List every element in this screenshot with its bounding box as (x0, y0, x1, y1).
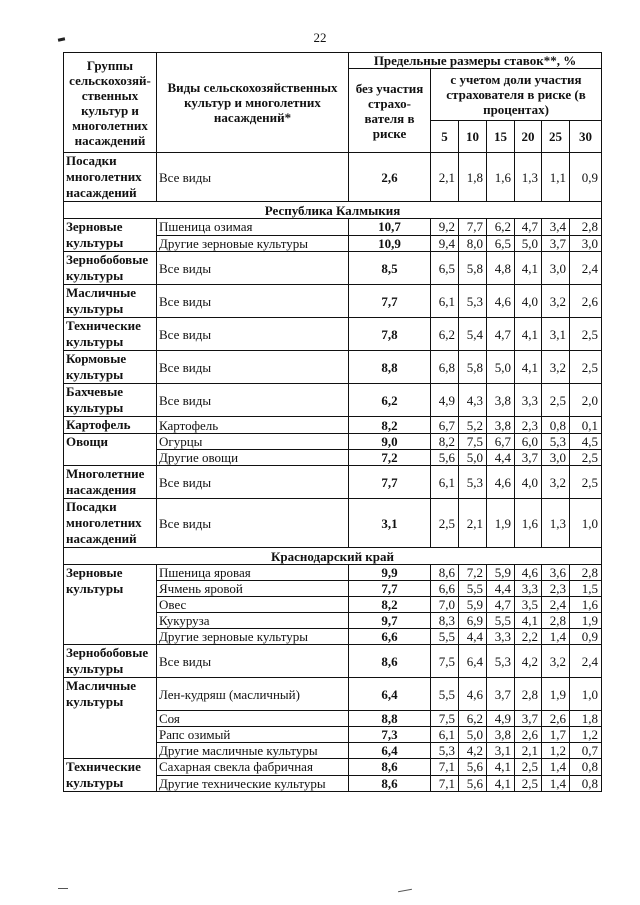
rate-value-cell: 5,3 (431, 743, 459, 759)
rate-value-cell: 6,2 (431, 318, 459, 351)
rate-value-cell: 6,4 (459, 645, 487, 678)
crop-kind-cell: Другие овощи (157, 450, 349, 466)
rate-value-cell: 4,4 (459, 629, 487, 645)
base-rate-cell: 7,3 (349, 727, 431, 743)
base-rate-cell: 8,8 (349, 711, 431, 727)
rate-value-cell: 5,8 (459, 252, 487, 285)
rate-value-cell: 4,1 (515, 252, 542, 285)
rate-value-cell: 2,5 (570, 450, 602, 466)
rate-value-cell: 5,6 (459, 775, 487, 792)
rate-value-cell: 4,4 (487, 450, 515, 466)
rate-value-cell: 7,5 (431, 645, 459, 678)
rate-value-cell: 7,2 (459, 565, 487, 581)
rate-value-cell: 1,6 (487, 153, 515, 202)
base-rate-cell: 10,7 (349, 219, 431, 236)
group-cell: Масличные культуры (64, 285, 157, 318)
rate-value-cell: 3,1 (542, 318, 570, 351)
rate-value-cell: 2,4 (570, 252, 602, 285)
rate-value-cell: 7,1 (431, 759, 459, 776)
base-rate-cell: 8,8 (349, 351, 431, 384)
base-rate-cell: 2,6 (349, 153, 431, 202)
rate-value-cell: 6,1 (431, 727, 459, 743)
group-cell: Технические культуры (64, 759, 157, 792)
base-rate-cell: 9,9 (349, 565, 431, 581)
table-row (64, 759, 602, 776)
crop-kind-cell: Все виды (157, 318, 349, 351)
table-row (64, 499, 602, 548)
table-row (64, 645, 602, 678)
crop-kind-cell: Соя (157, 711, 349, 727)
rate-value-cell: 1,0 (570, 499, 602, 548)
rate-value-cell: 1,4 (542, 629, 570, 645)
header-pct: 25 (542, 121, 570, 153)
rate-value-cell: 2,5 (515, 775, 542, 792)
rate-value-cell: 1,0 (570, 678, 602, 711)
crop-kind-cell: Все виды (157, 351, 349, 384)
rate-value-cell: 3,2 (542, 645, 570, 678)
rate-value-cell: 0,1 (570, 417, 602, 434)
group-cell: Посадки многолетних насаждений (64, 499, 157, 548)
rate-value-cell: 1,9 (542, 678, 570, 711)
base-rate-cell: 7,7 (349, 466, 431, 499)
rate-value-cell: 8,0 (459, 235, 487, 252)
rate-value-cell: 3,5 (515, 597, 542, 613)
rate-value-cell: 6,2 (459, 711, 487, 727)
base-rate-cell: 6,6 (349, 629, 431, 645)
rate-value-cell: 3,6 (542, 565, 570, 581)
rate-value-cell: 1,9 (570, 613, 602, 629)
rate-value-cell: 5,6 (431, 450, 459, 466)
rate-value-cell: 2,6 (515, 727, 542, 743)
base-rate-cell: 7,2 (349, 450, 431, 466)
crop-kind-cell: Все виды (157, 384, 349, 417)
rate-value-cell: 6,1 (431, 466, 459, 499)
crop-kind-cell: Другие технические культуры (157, 775, 349, 792)
rate-value-cell: 1,3 (515, 153, 542, 202)
header-pct: 10 (459, 121, 487, 153)
rate-value-cell: 3,3 (487, 629, 515, 645)
group-cell: Зернобобовые культуры (64, 252, 157, 285)
header-group: Группы сельскохозяй-ственных культур и многолетних насаждений (64, 53, 157, 153)
rate-value-cell: 4,7 (487, 597, 515, 613)
rate-value-cell: 4,2 (515, 645, 542, 678)
rate-value-cell: 7,5 (431, 711, 459, 727)
rate-value-cell: 2,1 (459, 499, 487, 548)
table-row (64, 417, 602, 434)
header-with-participation: с учетом доли участия страхователя в риске (в процентах) (431, 69, 602, 121)
base-rate-cell: 6,2 (349, 384, 431, 417)
region-row (64, 548, 602, 565)
rate-value-cell: 4,7 (487, 318, 515, 351)
group-cell: Зернобобовые культуры (64, 645, 157, 678)
rate-value-cell: 4,9 (431, 384, 459, 417)
table-row (64, 384, 602, 417)
rate-value-cell: 2,3 (542, 581, 570, 597)
rate-value-cell: 3,7 (515, 450, 542, 466)
rate-value-cell: 4,6 (487, 466, 515, 499)
rate-value-cell: 2,5 (515, 759, 542, 776)
table-row (64, 285, 602, 318)
crop-kind-cell: Пшеница озимая (157, 219, 349, 236)
rate-value-cell: 6,0 (515, 434, 542, 450)
base-rate-cell: 8,2 (349, 417, 431, 434)
rate-value-cell: 3,7 (487, 678, 515, 711)
rate-value-cell: 5,4 (459, 318, 487, 351)
rate-value-cell: 0,8 (542, 417, 570, 434)
rate-value-cell: 1,7 (542, 727, 570, 743)
base-rate-cell: 10,9 (349, 235, 431, 252)
rate-value-cell: 1,4 (542, 775, 570, 792)
crop-kind-cell: Другие зерновые культуры (157, 235, 349, 252)
rate-value-cell: 7,0 (431, 597, 459, 613)
rate-value-cell: 6,8 (431, 351, 459, 384)
rate-value-cell: 0,7 (570, 743, 602, 759)
crop-kind-cell: Все виды (157, 285, 349, 318)
rate-value-cell: 2,6 (542, 711, 570, 727)
rate-value-cell: 8,6 (431, 565, 459, 581)
rate-value-cell: 6,7 (487, 434, 515, 450)
scan-mark (58, 888, 68, 889)
crop-kind-cell: Все виды (157, 645, 349, 678)
header-pct: 20 (515, 121, 542, 153)
table-row (64, 252, 602, 285)
rate-value-cell: 3,0 (542, 450, 570, 466)
rate-value-cell: 5,0 (459, 727, 487, 743)
rate-value-cell: 5,3 (459, 466, 487, 499)
group-cell: Кормовые культуры (64, 351, 157, 384)
header-limits: Предельные размеры ставок**, % (349, 53, 602, 69)
table-row (64, 318, 602, 351)
crop-kind-cell: Другие зерновые культуры (157, 629, 349, 645)
crop-kind-cell: Сахарная свекла фабричная (157, 759, 349, 776)
table-row (64, 565, 602, 581)
rate-value-cell: 2,8 (570, 565, 602, 581)
rate-value-cell: 6,1 (431, 285, 459, 318)
group-cell: Картофель (64, 417, 157, 434)
rate-value-cell: 6,7 (431, 417, 459, 434)
group-cell: Многолетние насаждения (64, 466, 157, 499)
rate-value-cell: 5,8 (459, 351, 487, 384)
base-rate-cell: 7,7 (349, 581, 431, 597)
group-cell: Зерновые культуры (64, 219, 157, 252)
rate-value-cell: 0,9 (570, 153, 602, 202)
rate-value-cell: 2,5 (431, 499, 459, 548)
page-number: 22 (313, 30, 327, 45)
rate-value-cell: 1,4 (542, 759, 570, 776)
rate-value-cell: 5,5 (431, 678, 459, 711)
rate-value-cell: 4,5 (570, 434, 602, 450)
rate-value-cell: 5,2 (459, 417, 487, 434)
base-rate-cell: 8,6 (349, 775, 431, 792)
rate-value-cell: 3,3 (515, 581, 542, 597)
rate-value-cell: 5,5 (431, 629, 459, 645)
base-rate-cell: 9,0 (349, 434, 431, 450)
rate-value-cell: 2,8 (570, 219, 602, 236)
rate-value-cell: 1,1 (542, 153, 570, 202)
rate-value-cell: 6,9 (459, 613, 487, 629)
crop-kind-cell: Все виды (157, 466, 349, 499)
rate-value-cell: 4,9 (487, 711, 515, 727)
table-row (64, 219, 602, 236)
base-rate-cell: 3,1 (349, 499, 431, 548)
rate-value-cell: 2,5 (570, 351, 602, 384)
base-rate-cell: 9,7 (349, 613, 431, 629)
table-row (64, 434, 602, 450)
base-rate-cell: 7,7 (349, 285, 431, 318)
crop-kind-cell: Ячмень яровой (157, 581, 349, 597)
rate-value-cell: 4,8 (487, 252, 515, 285)
group-cell: Технические культуры (64, 318, 157, 351)
rate-value-cell: 7,7 (459, 219, 487, 236)
rate-value-cell: 3,1 (487, 743, 515, 759)
scan-mark (398, 889, 412, 892)
crop-kind-cell: Все виды (157, 499, 349, 548)
rate-value-cell: 3,2 (542, 466, 570, 499)
crop-kind-cell: Кукуруза (157, 613, 349, 629)
rate-value-cell: 2,2 (515, 629, 542, 645)
rate-value-cell: 1,6 (515, 499, 542, 548)
rate-value-cell: 1,8 (570, 711, 602, 727)
crop-kind-cell: Другие масличные культуры (157, 743, 349, 759)
rate-value-cell: 3,7 (542, 235, 570, 252)
header-pct: 15 (487, 121, 515, 153)
rate-value-cell: 6,5 (487, 235, 515, 252)
base-rate-cell: 8,2 (349, 597, 431, 613)
rate-value-cell: 4,3 (459, 384, 487, 417)
rate-value-cell: 5,3 (459, 285, 487, 318)
rate-value-cell: 4,6 (515, 565, 542, 581)
rate-value-cell: 4,4 (487, 581, 515, 597)
rate-value-cell: 4,0 (515, 466, 542, 499)
crop-kind-cell: Картофель (157, 417, 349, 434)
rate-value-cell: 2,5 (570, 466, 602, 499)
rate-value-cell: 3,3 (515, 384, 542, 417)
rate-value-cell: 4,2 (459, 743, 487, 759)
crop-kind-cell: Пшеница яровая (157, 565, 349, 581)
rate-value-cell: 3,0 (542, 252, 570, 285)
rate-value-cell: 2,1 (515, 743, 542, 759)
rate-value-cell: 2,4 (570, 645, 602, 678)
rate-value-cell: 0,8 (570, 775, 602, 792)
rate-value-cell: 6,5 (431, 252, 459, 285)
crop-kind-cell: Овес (157, 597, 349, 613)
insurance-rates-table (63, 52, 602, 792)
rate-value-cell: 1,5 (570, 581, 602, 597)
rate-value-cell: 5,0 (515, 235, 542, 252)
rate-value-cell: 5,5 (459, 581, 487, 597)
rate-value-cell: 6,2 (487, 219, 515, 236)
rate-value-cell: 0,9 (570, 629, 602, 645)
rate-value-cell: 5,3 (487, 645, 515, 678)
table-row (64, 153, 602, 202)
rate-value-cell: 9,2 (431, 219, 459, 236)
rate-value-cell: 8,3 (431, 613, 459, 629)
crop-kind-cell: Лен-кудряш (масличный) (157, 678, 349, 711)
region-heading: Республика Калмыкия (64, 202, 602, 219)
header-kind: Виды сельскохозяйственных культур и многолетних насаждений* (157, 53, 349, 153)
rate-value-cell: 2,0 (570, 384, 602, 417)
region-heading: Краснодарский край (64, 548, 602, 565)
rate-value-cell: 1,2 (542, 743, 570, 759)
rate-value-cell: 7,5 (459, 434, 487, 450)
rate-value-cell: 3,0 (570, 235, 602, 252)
table-row (64, 466, 602, 499)
table-row (64, 351, 602, 384)
group-cell: Масличные культуры (64, 678, 157, 759)
rate-value-cell: 4,1 (515, 613, 542, 629)
group-cell: Овощи (64, 434, 157, 466)
rate-value-cell: 5,0 (487, 351, 515, 384)
rate-value-cell: 6,6 (431, 581, 459, 597)
rate-value-cell: 2,1 (431, 153, 459, 202)
rate-value-cell: 5,5 (487, 613, 515, 629)
table-row (64, 678, 602, 711)
rate-value-cell: 2,8 (542, 613, 570, 629)
rate-value-cell: 2,6 (570, 285, 602, 318)
base-rate-cell: 8,6 (349, 645, 431, 678)
base-rate-cell: 8,5 (349, 252, 431, 285)
rate-value-cell: 2,8 (515, 678, 542, 711)
rate-value-cell: 7,1 (431, 775, 459, 792)
rate-value-cell: 4,1 (515, 318, 542, 351)
crop-kind-cell: Все виды (157, 252, 349, 285)
rate-value-cell: 3,8 (487, 727, 515, 743)
crop-kind-cell: Все виды (157, 153, 349, 202)
rate-value-cell: 1,8 (459, 153, 487, 202)
rate-value-cell: 1,9 (487, 499, 515, 548)
base-rate-cell: 8,6 (349, 759, 431, 776)
rate-value-cell: 2,3 (515, 417, 542, 434)
header-pct: 5 (431, 121, 459, 153)
rate-value-cell: 1,3 (542, 499, 570, 548)
rate-value-cell: 4,1 (487, 775, 515, 792)
rate-value-cell: 4,1 (515, 351, 542, 384)
region-row (64, 202, 602, 219)
rate-value-cell: 4,6 (459, 678, 487, 711)
rate-value-cell: 2,5 (542, 384, 570, 417)
rate-value-cell: 4,6 (487, 285, 515, 318)
rate-value-cell: 8,2 (431, 434, 459, 450)
rate-value-cell: 5,0 (459, 450, 487, 466)
base-rate-cell: 6,4 (349, 743, 431, 759)
rate-value-cell: 4,0 (515, 285, 542, 318)
rate-value-cell: 3,8 (487, 384, 515, 417)
group-cell: Посадки многолетних насаждений (64, 153, 157, 202)
rate-value-cell: 4,1 (487, 759, 515, 776)
rate-value-cell: 0,8 (570, 759, 602, 776)
crop-kind-cell: Рапс озимый (157, 727, 349, 743)
rate-value-cell: 3,2 (542, 285, 570, 318)
header-pct: 30 (570, 121, 602, 153)
rate-value-cell: 2,4 (542, 597, 570, 613)
header-no-participation: без участия страхо-вателя в риске (349, 69, 431, 153)
rate-value-cell: 5,9 (487, 565, 515, 581)
rate-value-cell: 4,7 (515, 219, 542, 236)
rate-value-cell: 5,3 (542, 434, 570, 450)
rate-value-cell: 1,6 (570, 597, 602, 613)
base-rate-cell: 7,8 (349, 318, 431, 351)
rate-value-cell: 9,4 (431, 235, 459, 252)
group-cell: Бахчевые культуры (64, 384, 157, 417)
rate-value-cell: 2,5 (570, 318, 602, 351)
rate-value-cell: 3,2 (542, 351, 570, 384)
group-cell: Зерновые культуры (64, 565, 157, 645)
rate-value-cell: 1,2 (570, 727, 602, 743)
rate-value-cell: 5,9 (459, 597, 487, 613)
rate-value-cell: 3,8 (487, 417, 515, 434)
rate-value-cell: 3,7 (515, 711, 542, 727)
rate-value-cell: 3,4 (542, 219, 570, 236)
crop-kind-cell: Огурцы (157, 434, 349, 450)
rate-value-cell: 5,6 (459, 759, 487, 776)
base-rate-cell: 6,4 (349, 678, 431, 711)
